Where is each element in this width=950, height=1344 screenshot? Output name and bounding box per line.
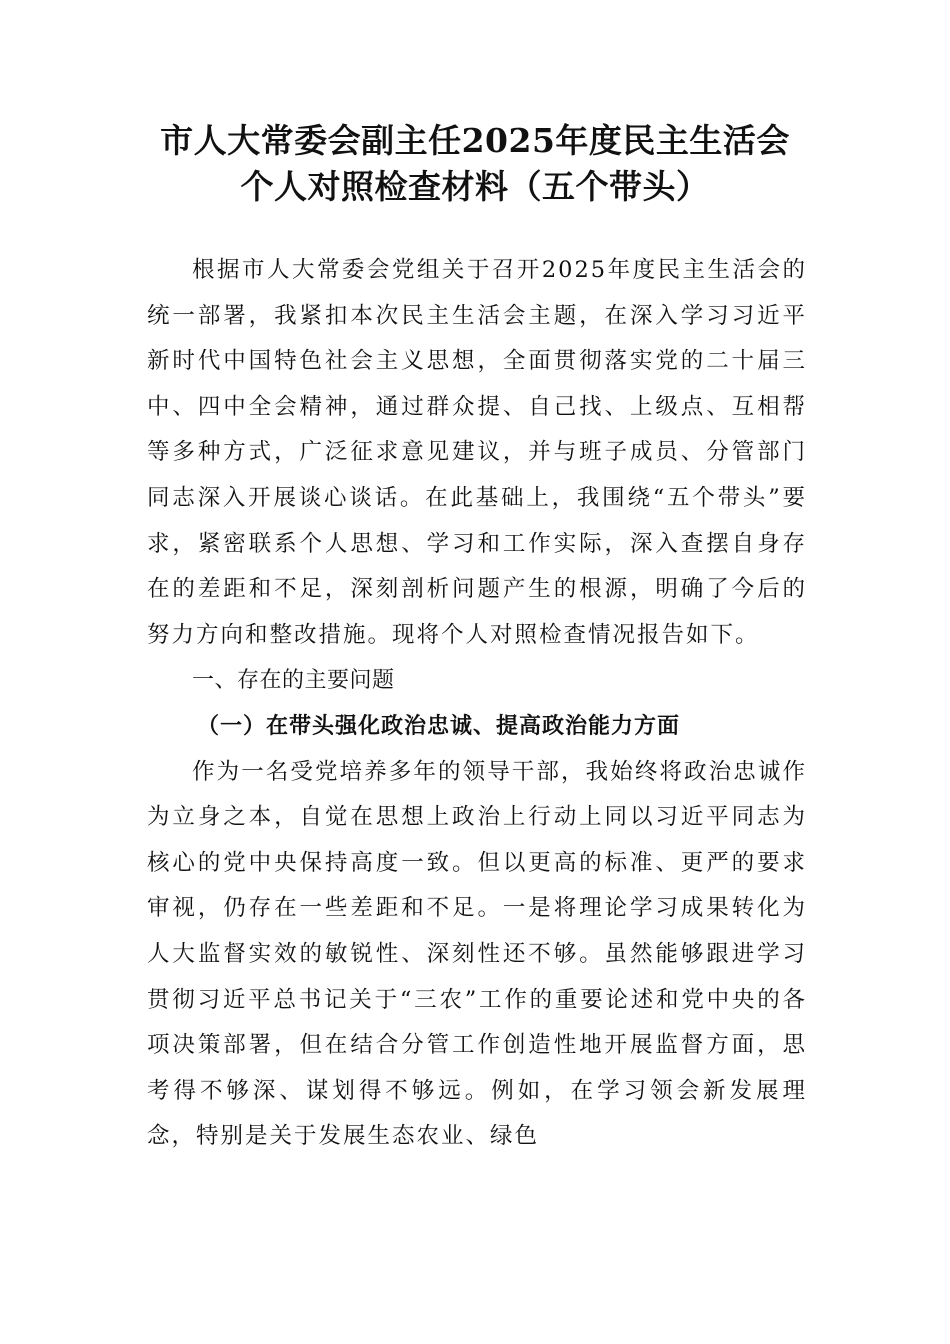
section-heading: 一、存在的主要问题 <box>192 668 395 694</box>
subsection-heading: （一）在带头强化政治忠诚、提高政治能力方面 <box>197 712 681 739</box>
subsection-paragraph: 作为一名受党培养多年的领导干部，我始终将政治忠诚作为立身之本，自觉在思想上政治上行动上同以习近平同志为核心的党中央保持高度一致。但以更高的标准、更严的要求审视，仍存在一些差距和不足。一是将理论学习成果转化为人大监督实效的敏锐性、深刻性还不够。虽然能够跟进学习贯彻习近平总书记关于“三农”工作的重要论述和党中央的各项决策部署，但在结合分管工作创造性地开展监督方面，思考得不够深、谋划得不够远。例如，在学习领会新发展理念，特别是关于发展生态农业、绿色 <box>147 758 807 1150</box>
document-title <box>120 118 830 210</box>
document-body <box>147 248 807 1160</box>
title-line-2: 个人对照检查材料（五个带头） <box>240 167 710 206</box>
intro-paragraph: 根据市人大常委会党组关于召开2025年度民主生活会的统一部署，我紧扣本次民主生活会主题，在深入学习习近平新时代中国特色社会主义思想，全面贯彻落实党的二十届三中、四中全会精神，通过群众提、自己找、上级点、互相帮等多种方式，广泛征求意见建议，并与班子成员、分管部门同志深入开展谈心谈话。在此基础上，我围绕“五个带头”要求，紧密联系个人思想、学习和工作实际，深入查摆自身存在的差距和不足，深刻剖析问题产生的根源，明确了今后的努力方向和整改措施。现将个人对照检查情况报告如下。 <box>147 257 807 648</box>
title-line-1: 市人大常委会副主任2025年度民主生活会 <box>160 121 790 160</box>
